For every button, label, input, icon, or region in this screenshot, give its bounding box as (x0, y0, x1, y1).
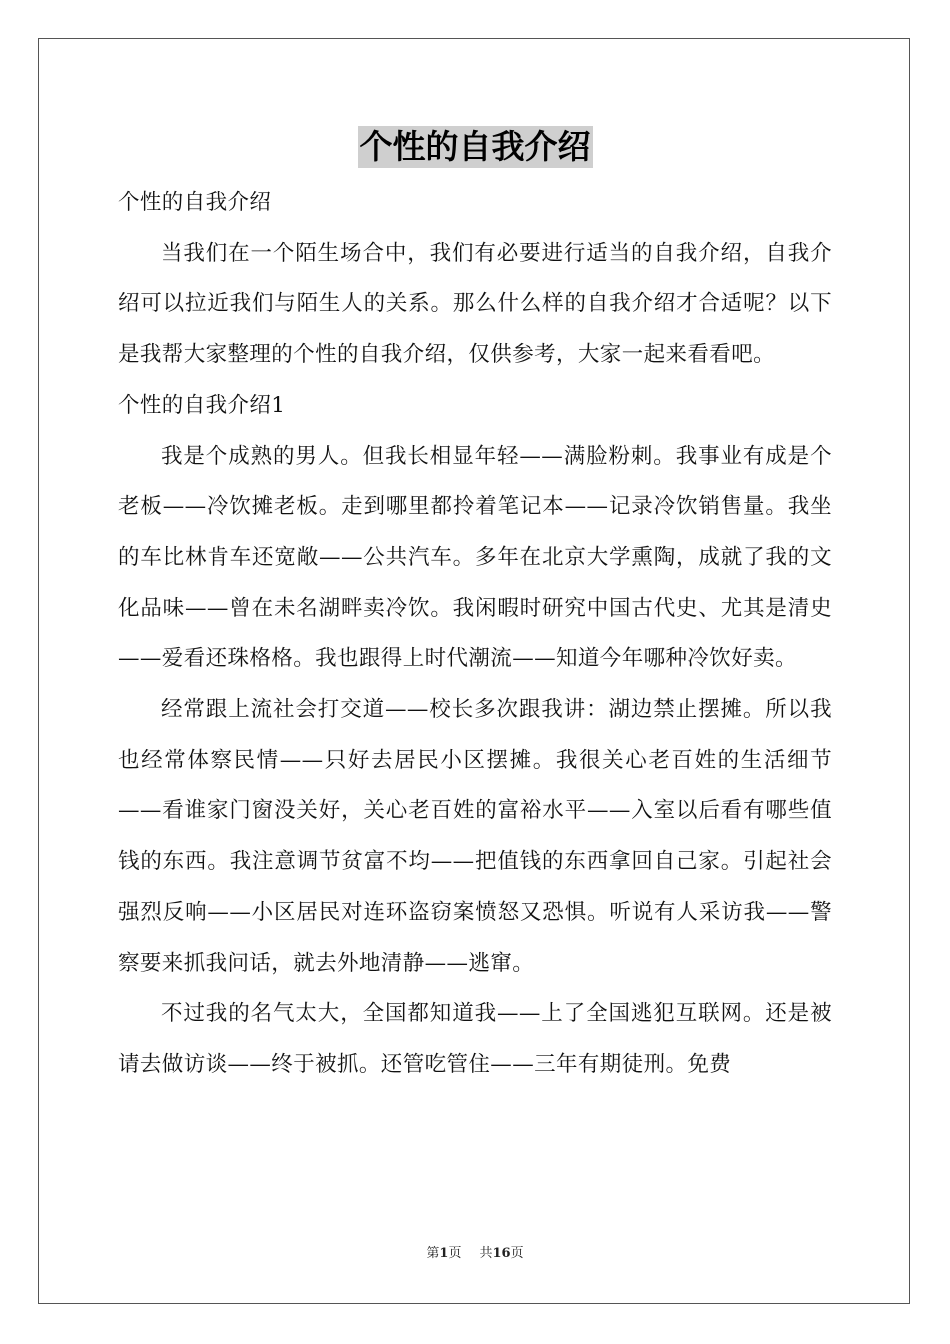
page-number: 1 (439, 1246, 449, 1261)
page-footer (0, 1244, 950, 1264)
body-paragraph: 经常跟上流社会打交道——校长多次跟我讲：湖边禁止摆摊。所以我也经常体察民情——只好去居民小区摆摊。我很关心老百姓的生活细节——看谁家门窗没关好，关心老百姓的富裕水平——入室以后看有哪些值钱的东西。我注意调节贫富不均——把值钱的东西拿回自己家。引起社会强烈反响——小区居民对连环盗窃案愤怒又恐惧。听说有人采访我——警察要来抓我问话，就去外地清静——逃窜。 (118, 697, 832, 976)
total-pages: 16 (492, 1246, 511, 1261)
body-paragraph: 我是个成熟的男人。但我长相显年轻——满脸粉刺。我事业有成是个老板——冷饮摊老板。走到哪里都拎着笔记本——记录冷饮销售量。我坐的车比林肯车还宽敞——公共汽车。多年在北京大学熏陶，成就了我的文化品味——曾在未名湖畔卖冷饮。我闲暇时研究中国古代史、尤其是清史——爱看还珠格格。我也跟得上时代潮流——知道今年哪种冷饮好卖。 (118, 443, 832, 672)
section-heading: 个性的自我介绍1 (118, 392, 286, 418)
document-title: 个性的自我介绍 (359, 127, 591, 166)
subtitle-paragraph: 个性的自我介绍 (118, 190, 272, 215)
document-body (118, 178, 832, 1091)
intro-paragraph: 当我们在一个陌生场合中，我们有必要进行适当的自我介绍，自我介绍可以拉近我们与陌生人的关系。那么什么样的自我介绍才合适呢？以下是我帮大家整理的个性的自我介绍，仅供参考，大家一起来看看吧。 (118, 240, 832, 368)
body-paragraph: 不过我的名气太大，全国都知道我——上了全国逃犯互联网。还是被请去做访谈——终于被抓。还管吃管住——三年有期徒刑。免费 (118, 1001, 832, 1077)
page-prefix: 第 (426, 1246, 440, 1261)
page-suffix: 页 (448, 1246, 462, 1261)
total-suffix: 页 (510, 1246, 524, 1261)
title-container (0, 126, 950, 168)
total-prefix: 共 (479, 1246, 493, 1261)
